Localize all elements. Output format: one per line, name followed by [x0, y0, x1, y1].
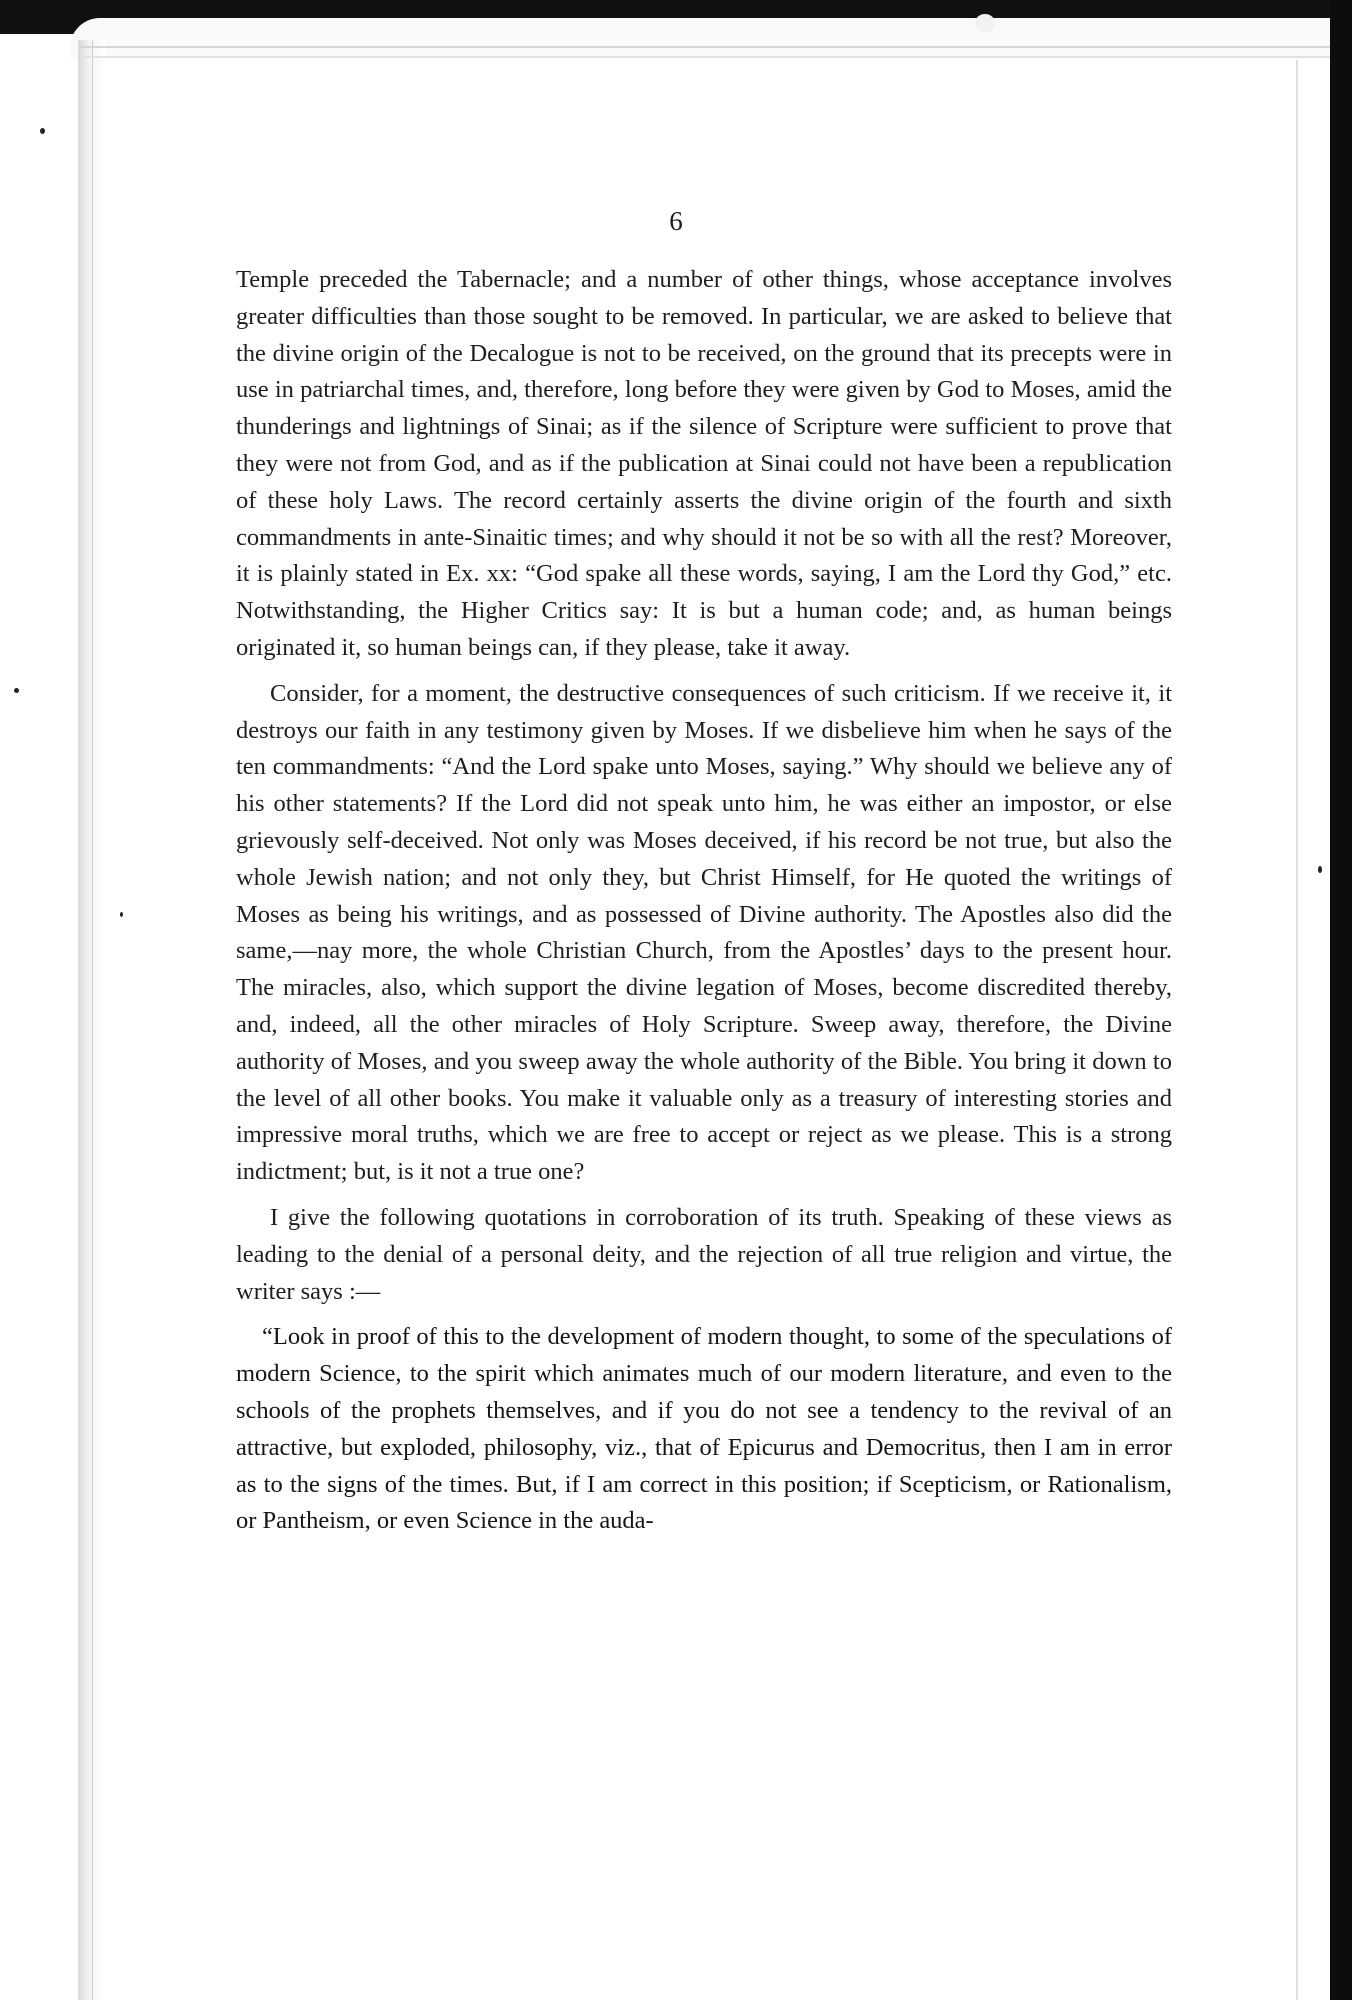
- page-edge-line-right: [1296, 60, 1298, 2000]
- quotation-paragraph: “Look in proof of this to the development of modern thought, to some of the speculations of modern Science, to the spirit which animates much of our modern literature, and even to the schools of the prophets themselves, and if you do not see a tendency to the revival of an attractive, but exploded, philosophy, viz., that of Epicurus and Democritus, then I am in error as to the signs of the times. But, if I am correct in this position; if Scepticism, or Rationalism, or Pantheism, or even Science in the auda-: [236, 1323, 1172, 1535]
- paragraph-3: I give the following quotations in corroboration of its truth. Speaking of these views as leading to the denial of a personal deity, and the rejection of all true religion and virtue, the writer says :—: [236, 1203, 1172, 1305]
- scan-dust-speck: [14, 688, 19, 693]
- scan-dust-speck: [1318, 866, 1322, 873]
- paragraph-1: Temple preceded the Tabernacle; and a number of other things, whose acceptance involves greater difficulties than those sought to be removed. In particular, we are asked to believe that the divine origin of the Decalogue is not to be received, on the ground that its precepts were in use in patriarchal times, and, therefore, long before they were given by God to Moses, amid the thunderings and lightnings of Sinai; as if the silence of Scripture were sufficient to prove that they were not from God, and as if the publication at Sinai could not have been a republication of these holy Laws. The record certainly asserts the divine origin of the fourth and sixth commandments in ante-Sinaitic times; and why should it not be so with all the rest? Moreover, it is plainly stated in Ex. xx: “God spake all these words, saying, I am the Lord thy God,” etc. Notwithstanding, the Higher Critics say: It is but a human code; and, as human beings originated it, so human beings can, if they please, take it away.: [236, 266, 1172, 661]
- scan-dust-speck: [40, 128, 45, 134]
- page-top-curl: [70, 18, 1352, 58]
- scan-dust-speck: [975, 14, 995, 32]
- scan-right-border: [1330, 0, 1352, 2000]
- page-number: 6: [669, 206, 683, 236]
- page-edge-line-top-inner: [80, 56, 1330, 58]
- paragraph-2: Consider, for a moment, the destructive consequences of such criticism. If we receive it, it destroys our faith in any testimony given by Moses. If we disbelieve him when he says of the ten commandments: “And the Lord spake unto Moses, saying.” Why should we believe any of his other statements? If the Lord did not speak unto him, he was either an impostor, or else grievously self-deceived. Not only was Moses deceived, if his record be not true, but also the whole Jewish nation; and not only they, but Christ Himself, for He quoted the writings of Moses as being his writings, and as possessed of Divine authority. The Apostles also did the same,—nay more, the whole Christian Church, from the Apostles’ days to the present hour. The miracles, also, which support the divine legation of Moses, become discredited thereby, and, indeed, all the other miracles of Holy Scripture. Sweep away, therefore, the Divine authority of Moses, and you sweep away the whole authority of the Bible. You bring it down to the level of all other books. You make it valuable only as a treasury of interesting stories and impressive moral truths, which we are free to accept or reject as we please. This is a strong indictment; but, is it not a true one?: [236, 679, 1172, 1186]
- page-body-text: [236, 262, 1172, 1540]
- page-edge-line-top: [80, 46, 1330, 48]
- scan-dust-speck: [120, 912, 123, 917]
- page-edge-line: [92, 40, 93, 2000]
